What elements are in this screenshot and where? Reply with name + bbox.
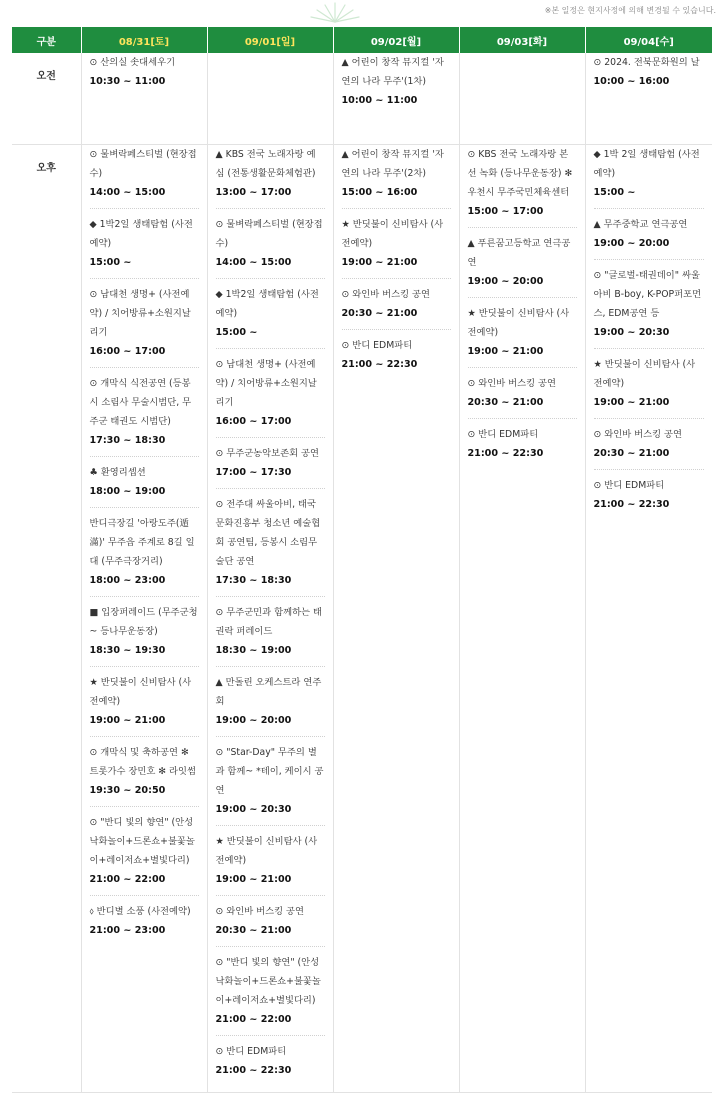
column-header-date: 08/31[토] <box>81 27 207 53</box>
event-title: ▲ 어린이 창작 뮤지컬 '자연의 나라 무주'(1차) <box>341 57 444 87</box>
event-time: 15:00 ~ 16:00 <box>341 187 418 198</box>
event-item <box>342 215 451 279</box>
schedule-cell <box>585 145 712 1093</box>
event-item <box>216 444 325 489</box>
event-item <box>90 603 199 667</box>
event-item <box>90 215 199 279</box>
event-title: ⊙ 2024. 전북문화원의 날 <box>593 57 700 68</box>
event-time: 15:00 ~ <box>89 257 132 268</box>
event-title: ▲ 무주중학교 연극공연 <box>593 219 688 230</box>
event-item <box>594 476 705 520</box>
event-title: ⊙ 무주군민과 함께하는 태권락 퍼레이드 <box>215 607 322 637</box>
event-item <box>216 902 325 947</box>
event-item <box>90 53 199 97</box>
event-item <box>216 743 325 826</box>
event-title: ⊙ 와인바 버스킹 공연 <box>341 289 431 300</box>
event-time: 15:00 ~ 17:00 <box>467 206 544 217</box>
schedule-cell <box>333 53 459 145</box>
event-item <box>342 53 451 116</box>
event-time: 17:30 ~ 18:30 <box>89 435 166 446</box>
event-time: 19:00 ~ 20:30 <box>215 804 292 815</box>
event-time: 19:00 ~ 21:00 <box>467 346 544 357</box>
event-time: 10:00 ~ 16:00 <box>593 76 670 87</box>
event-time: 19:00 ~ 21:00 <box>89 715 166 726</box>
event-title: ⊙ 물벼락페스티벌 (현장접수) <box>215 219 323 249</box>
event-time: 19:00 ~ 20:00 <box>215 715 292 726</box>
event-title: ⊙ 반디 EDM파티 <box>215 1046 287 1057</box>
event-item <box>216 673 325 737</box>
event-time: 18:00 ~ 19:00 <box>89 486 166 497</box>
event-title: 반디극장길 '아랑도주(遁滿)' 무주읍 주계로 8길 일대 (무주극장거리) <box>89 518 195 567</box>
column-header-category: 구분 <box>12 27 81 53</box>
event-time: 18:00 ~ 23:00 <box>89 575 166 586</box>
event-title: ★ 반딧불이 신비탐사 (사전예약) <box>341 219 444 249</box>
event-time: 15:00 ~ <box>215 327 258 338</box>
event-time: 16:00 ~ 17:00 <box>215 416 292 427</box>
event-item <box>468 234 577 298</box>
event-item <box>468 145 577 228</box>
event-time: 20:30 ~ 21:00 <box>467 397 544 408</box>
event-time: 19:00 ~ 20:00 <box>467 276 544 287</box>
event-time: 13:00 ~ 17:00 <box>215 187 292 198</box>
event-item <box>216 145 325 209</box>
event-item <box>594 215 705 260</box>
table-body <box>12 53 712 1093</box>
event-title: ⊙ 반디 EDM파티 <box>593 480 665 491</box>
event-item <box>216 953 325 1036</box>
event-item <box>468 374 577 419</box>
schedule-notice: ※본 일정은 현지사정에 의해 변경될 수 있습니다. <box>544 6 716 15</box>
event-title: ⊙ 개막식 및 축하공연 ✻ 트롯가수 장민호 ✻ 라잇썸 <box>89 747 196 777</box>
event-item <box>90 902 199 946</box>
event-title: ⊙ 산의실 솟대세우기 <box>89 57 176 68</box>
event-title: ⊙ "반디 빛의 향연" (안성낙화놀이+드론쇼+불꽃놀이+레이저쇼+별빛다리) <box>89 817 195 866</box>
event-time: 19:00 ~ 21:00 <box>215 874 292 885</box>
event-item <box>216 355 325 438</box>
event-time: 16:00 ~ 17:00 <box>89 346 166 357</box>
event-time: 17:30 ~ 18:30 <box>215 575 292 586</box>
schedule-cell <box>459 53 585 145</box>
schedule-cell <box>207 145 333 1093</box>
event-title: ★ 반딧불이 신비탐사 (사전예약) <box>467 308 570 338</box>
event-time: 21:00 ~ 23:00 <box>89 925 166 936</box>
event-item <box>216 215 325 279</box>
table-header-row <box>12 27 712 53</box>
schedule-cell <box>585 53 712 145</box>
schedule-cell <box>459 145 585 1093</box>
event-title: ◆ 1박2일 생태탐험 (사전예약) <box>215 289 319 319</box>
column-header-date: 09/02[월] <box>333 27 459 53</box>
schedule-cell <box>81 53 207 145</box>
event-item <box>594 355 705 419</box>
event-item <box>90 673 199 737</box>
event-item <box>342 336 451 380</box>
event-time: 19:00 ~ 21:00 <box>341 257 418 268</box>
event-title: ◆ 1박2일 생태탐험 (사전예약) <box>89 219 193 249</box>
event-item <box>216 285 325 349</box>
event-title: ⊙ 와인바 버스킹 공연 <box>467 378 557 389</box>
event-title: ★ 반딧불이 신비탐사 (사전예약) <box>215 836 318 866</box>
event-time: 21:00 ~ 22:30 <box>341 359 418 370</box>
event-time: 14:00 ~ 15:00 <box>215 257 292 268</box>
event-item <box>594 266 705 349</box>
event-item <box>468 304 577 368</box>
event-time: 10:30 ~ 11:00 <box>89 76 166 87</box>
event-item <box>468 425 577 469</box>
event-title: ★ 반딧불이 신비탐사 (사전예약) <box>593 359 696 389</box>
event-time: 21:00 ~ 22:30 <box>593 499 670 510</box>
event-title: ■ 입장퍼레이드 (무주군청 ~ 등나무운동장) <box>89 607 198 637</box>
event-title: ⊙ 전주대 싸울아비, 태국 문화진흥부 청소년 예술협회 공연팀, 등봉시 소림무술단 공연 <box>215 499 321 567</box>
row-label: 오후 <box>12 145 81 1093</box>
event-time: 10:00 ~ 11:00 <box>341 95 418 106</box>
event-title: ⊙ "Star-Day" 무주의 별과 함께~ *테이, 케이시 공연 <box>215 747 324 796</box>
schedule-cell <box>207 53 333 145</box>
event-time: 19:00 ~ 21:00 <box>593 397 670 408</box>
event-title: ⊙ "글로벌-태권데이" 싸울아비 B-boy, K-POP퍼포먼스, EDM공연 등 <box>593 270 702 319</box>
event-title: ⊙ 남대천 생명+ (사전예약) / 치어방류+소원지날리기 <box>215 359 317 408</box>
event-item <box>90 813 199 896</box>
event-time: 18:30 ~ 19:00 <box>215 645 292 656</box>
event-title: ⊙ 무주군농악보존회 공연 <box>215 448 320 459</box>
event-time: 21:00 ~ 22:30 <box>467 448 544 459</box>
event-item <box>216 495 325 597</box>
event-title: ⊙ 와인바 버스킹 공연 <box>215 906 305 917</box>
event-item <box>90 285 199 368</box>
event-time: 21:00 ~ 22:00 <box>89 874 166 885</box>
event-title: ▲ 만돌린 오케스트라 연주회 <box>215 677 322 707</box>
event-time: 18:30 ~ 19:30 <box>89 645 166 656</box>
event-item <box>90 145 199 209</box>
event-time: 21:00 ~ 22:30 <box>215 1065 292 1076</box>
table-row <box>12 145 712 1093</box>
schedule-cell <box>333 145 459 1093</box>
event-schedule-table <box>12 27 712 1093</box>
event-title: ▲ 어린이 창작 뮤지컬 '자연의 나라 무주'(2차) <box>341 149 444 179</box>
event-title: ⊙ 반디 EDM파티 <box>341 340 413 351</box>
event-time: 19:30 ~ 20:50 <box>89 785 166 796</box>
event-item <box>90 514 199 597</box>
event-title: ▲ KBS 전국 노래자랑 예심 (전통생활문화체험관) <box>215 149 316 179</box>
event-item <box>216 1042 325 1086</box>
event-time: 19:00 ~ 20:30 <box>593 327 670 338</box>
event-item <box>216 832 325 896</box>
row-label: 오전 <box>12 53 81 145</box>
column-header-date: 09/01[일] <box>207 27 333 53</box>
event-item <box>90 374 199 457</box>
event-title: ⊙ 남대천 생명+ (사전예약) / 치어방류+소원지날리기 <box>89 289 191 338</box>
event-time: 15:00 ~ <box>593 187 636 198</box>
column-header-date: 09/03[화] <box>459 27 585 53</box>
event-time: 14:00 ~ 15:00 <box>89 187 166 198</box>
event-item <box>342 145 451 209</box>
event-time: 19:00 ~ 20:00 <box>593 238 670 249</box>
table-row <box>12 53 712 145</box>
event-time: 17:00 ~ 17:30 <box>215 467 292 478</box>
event-item <box>216 603 325 667</box>
event-title: ⊙ KBS 전국 노래자랑 본선 녹화 (등나무운동장) ✻우천시 무주국민체육센터 <box>467 149 573 198</box>
event-title: ◆ 1박 2일 생태탐험 (사전예약) <box>593 149 700 179</box>
event-time: 20:30 ~ 21:00 <box>215 925 292 936</box>
event-title: ⊙ 개막식 식전공연 (등봉시 소림사 무술시범단, 무주군 태권도 시범단) <box>89 378 192 427</box>
event-title: ▲ 푸른꿈고등학교 연극공연 <box>467 238 571 268</box>
sparkle-decoration-icon <box>305 0 365 24</box>
event-title: ★ 반딧불이 신비탐사 (사전예약) <box>89 677 192 707</box>
event-item <box>342 285 451 330</box>
event-item <box>594 425 705 470</box>
event-item <box>90 463 199 508</box>
event-title: ⬨ 반디별 소풍 (사전예약) <box>89 906 191 917</box>
event-title: ♣ 환영리셉션 <box>89 467 146 478</box>
event-item <box>594 53 705 97</box>
event-title: ⊙ 와인바 버스킹 공연 <box>593 429 683 440</box>
event-time: 20:30 ~ 21:00 <box>593 448 670 459</box>
schedule-cell <box>81 145 207 1093</box>
event-title: ⊙ 반디 EDM파티 <box>467 429 539 440</box>
event-time: 21:00 ~ 22:00 <box>215 1014 292 1025</box>
event-item <box>90 743 199 807</box>
event-item <box>594 145 705 209</box>
column-header-date: 09/04[수] <box>585 27 712 53</box>
event-title: ⊙ 물벼락페스티벌 (현장접수) <box>89 149 197 179</box>
event-title: ⊙ "반디 빛의 향연" (안성낙화놀이+드론쇼+불꽃놀이+레이저쇼+별빛다리) <box>215 957 321 1006</box>
event-time: 20:30 ~ 21:00 <box>341 308 418 319</box>
